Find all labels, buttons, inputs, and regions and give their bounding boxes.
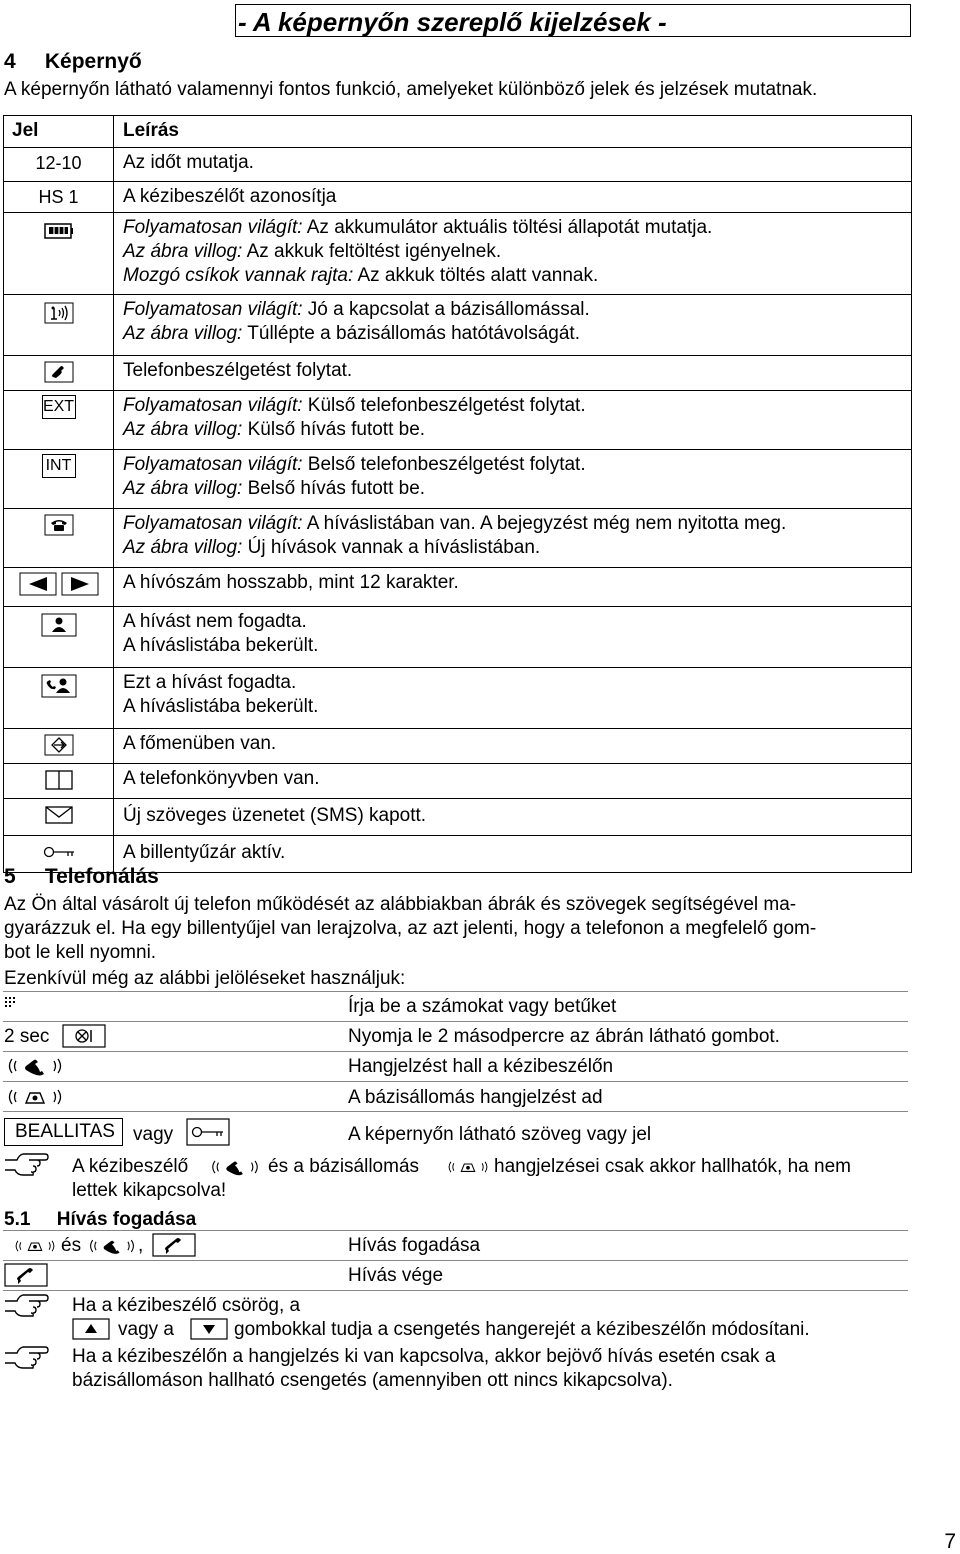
phone-icon xyxy=(44,514,74,536)
desc-line: Az akkumulátor aktuális töltési állapotát mutatja. xyxy=(302,217,713,238)
note-3-text-b: bázisállomáson hallható csengetés (amennyiben ott nincs kikapcsolva). xyxy=(72,1370,673,1391)
note-3-text-a: Ha a kézibeszélőn a hangjelzés ki van kapcsolva, akkor bejövő hívás esetén csak a xyxy=(72,1346,776,1367)
table-row xyxy=(4,148,912,182)
section-5-para-2: Ezenkívül még az alábbi jelöléseket használjuk: xyxy=(4,968,406,989)
divider xyxy=(3,1111,908,1112)
row-desc xyxy=(114,450,912,509)
legend-keypad-text: Írja be a számokat vagy betűket xyxy=(348,996,617,1017)
table-row xyxy=(4,295,912,356)
page-number: 7 xyxy=(944,1530,956,1553)
missed-call-icon xyxy=(41,613,77,637)
desc-line: A kézibeszélőt azonosítja xyxy=(123,186,337,207)
symbol-cell xyxy=(4,450,114,509)
end-call-key-icon xyxy=(4,1263,48,1287)
header-description: Leírás xyxy=(114,116,912,148)
desc-line: A híváslistába bekerült. xyxy=(123,635,319,656)
volume-up-key-icon[interactable] xyxy=(72,1318,110,1340)
row-desc xyxy=(114,764,912,799)
symbol-cell xyxy=(4,729,114,764)
divider xyxy=(3,1260,908,1261)
ringing-base-icon xyxy=(12,1236,58,1256)
row-desc xyxy=(114,799,912,836)
menu-icon xyxy=(44,734,74,756)
symbol-cell xyxy=(4,391,114,450)
symbol-int: INT xyxy=(42,454,76,478)
page-header-banner xyxy=(235,4,911,37)
key-icon xyxy=(42,841,76,863)
row-desc xyxy=(114,182,912,213)
legend-ring-base-text: A bázisállomás hangjelzést ad xyxy=(348,1087,603,1108)
symbol-cell xyxy=(4,568,114,607)
keypad-icon xyxy=(4,996,18,1012)
desc-line: Külső telefonbeszélgetést folytat. xyxy=(302,395,586,416)
desc-label: Az ábra villog: xyxy=(123,419,243,440)
end-key-icon xyxy=(62,1024,106,1048)
divider xyxy=(3,991,908,992)
legend-ring-handset-text: Hangjelzést hall a kézibeszélőn xyxy=(348,1056,614,1077)
divider xyxy=(3,1051,908,1052)
row-desc xyxy=(114,148,912,182)
symbol-time: 12-10 xyxy=(4,148,114,182)
desc-line: Új hívások vannak a híváslistában. xyxy=(242,537,541,558)
ringing-handset-icon xyxy=(86,1236,138,1256)
desc-label: Folyamatosan világít: xyxy=(123,217,303,238)
section-5-para-line: bot le kell nyomni. xyxy=(4,942,157,963)
desc-line: A híváslistában van. A bejegyzést még nem nyitotta meg. xyxy=(302,513,787,534)
note-2-text-c: gombokkal tudja a csengetés hangerejét a kézibeszélőn módosítani. xyxy=(234,1319,810,1340)
desc-label: Az ábra villog: xyxy=(123,323,243,344)
divider xyxy=(3,1230,908,1231)
table-row xyxy=(4,668,912,729)
desc-line: A telefonkönyvben van. xyxy=(123,768,320,789)
desc-line: Új szöveges üzenetet (SMS) kapott. xyxy=(123,805,427,826)
section-5-heading: 5 Telefonálás xyxy=(4,865,159,888)
section-5-para-line: gyarázzuk el. Ha egy billentyűjel van lerajzolva, az azt jelenti, hogy a telefonon a megfelelő gom- xyxy=(4,918,817,939)
volume-down-key-icon[interactable] xyxy=(190,1318,228,1340)
desc-label: Folyamatosan világít: xyxy=(123,299,303,320)
desc-line: Külső hívás futott be. xyxy=(242,419,426,440)
desc-line: A hívószám hosszabb, mint 12 karakter. xyxy=(123,572,459,593)
key-lock-box-icon xyxy=(186,1118,230,1146)
table-row xyxy=(4,213,912,295)
desc-line: Az akkuk töltés alatt vannak. xyxy=(353,265,599,286)
talk-key-icon xyxy=(152,1233,196,1257)
note-2-text-b: vagy a xyxy=(118,1319,174,1340)
table-row xyxy=(4,799,912,836)
display-key-beallitas: BEALLITAS xyxy=(4,1118,123,1146)
table-row xyxy=(4,182,912,213)
battery-icon xyxy=(44,222,74,240)
divider xyxy=(3,1081,908,1082)
divider xyxy=(3,1290,908,1291)
desc-label: Az ábra villog: xyxy=(123,537,243,558)
ringing-handset-icon xyxy=(208,1157,262,1177)
symbol-cell xyxy=(4,607,114,668)
ringing-handset-icon xyxy=(4,1056,66,1076)
desc-label: Folyamatosan világít: xyxy=(123,454,303,475)
symbol-cell xyxy=(4,668,114,729)
desc-line: Belső hívás futott be. xyxy=(242,478,426,499)
table-row xyxy=(4,568,912,607)
handset-icon xyxy=(44,361,74,383)
desc-label: Folyamatosan világít: xyxy=(123,395,303,416)
table-row xyxy=(4,764,912,799)
ringing-base-icon xyxy=(445,1157,491,1177)
row-desc xyxy=(114,607,912,668)
answer-text: Hívás fogadása xyxy=(348,1235,481,1256)
desc-line: Jó a kapcsolat a bázisállomással. xyxy=(302,299,590,320)
section-4-intro: A képernyőn látható valamennyi fontos funkció, amelyeket különböző jelek és jelzések mutatnak. xyxy=(4,79,818,100)
symbol-cell xyxy=(4,295,114,356)
legend-vagy: vagy xyxy=(133,1124,174,1145)
pointing-hand-icon xyxy=(3,1345,49,1369)
desc-line: Az időt mutatja. xyxy=(123,152,254,173)
note-1-text-a: A kézibeszélő xyxy=(72,1156,189,1177)
arrows-icon xyxy=(19,572,99,596)
symbol-cell xyxy=(4,213,114,295)
row-desc xyxy=(114,213,912,295)
end-text: Hívás vége xyxy=(348,1265,444,1286)
table-row xyxy=(4,356,912,391)
row-desc xyxy=(114,391,912,450)
section-5-para-line: Az Ön által vásárolt új telefon működését az alábbiakban ábrák és szövegek segítségével ma- xyxy=(4,894,797,915)
phonebook-icon xyxy=(44,769,74,791)
table-row xyxy=(4,729,912,764)
row-desc xyxy=(114,568,912,607)
desc-line: A hívást nem fogadta. xyxy=(123,611,307,632)
desc-line: Ezt a hívást fogadta. xyxy=(123,672,297,693)
note-1-text-d: lettek kikapcsolva! xyxy=(72,1180,227,1201)
desc-line: Telefonbeszélgetést folytat. xyxy=(123,360,353,381)
row-desc xyxy=(114,509,912,568)
note-1-text-c: hangjelzései csak akkor hallhatók, ha nem xyxy=(494,1156,851,1177)
divider xyxy=(3,1021,908,1022)
symbol-table xyxy=(3,115,912,873)
envelope-icon xyxy=(44,804,74,826)
note-1-text-b: és a bázisállomás xyxy=(268,1156,420,1177)
desc-line: A híváslistába bekerült. xyxy=(123,696,319,717)
legend-sec-label: 2 sec xyxy=(4,1026,50,1047)
header-symbol: Jel xyxy=(4,116,114,148)
symbol-handset-id: HS 1 xyxy=(4,182,114,213)
section-4-heading: 4 Képernyő xyxy=(4,50,142,73)
row-desc xyxy=(114,668,912,729)
symbol-cell xyxy=(4,509,114,568)
desc-label: Az ábra villog: xyxy=(123,478,243,499)
legend-sec-text: Nyomja le 2 másodpercre az ábrán látható gombot. xyxy=(348,1026,780,1047)
table-row xyxy=(4,509,912,568)
desc-label: Mozgó csíkok vannak rajta: xyxy=(123,265,354,286)
row-desc xyxy=(114,836,912,873)
symbol-cell xyxy=(4,799,114,836)
table-row xyxy=(4,391,912,450)
symbol-cell xyxy=(4,764,114,799)
desc-line: Belső telefonbeszélgetést folytat. xyxy=(302,454,586,475)
desc-line: Túllépte a bázisállomás hatótávolságát. xyxy=(242,323,580,344)
page-header-title: - A képernyőn szereplő kijelzések - xyxy=(238,7,667,37)
row-desc xyxy=(114,356,912,391)
legend-display-text: A képernyőn látható szöveg vagy jel xyxy=(348,1124,652,1145)
symbol-cell xyxy=(4,356,114,391)
symbol-table-header xyxy=(4,116,912,148)
pointing-hand-icon xyxy=(3,1293,49,1317)
row-desc xyxy=(114,295,912,356)
table-row xyxy=(4,607,912,668)
ringing-base-icon xyxy=(4,1087,66,1107)
desc-line: A főmenüben van. xyxy=(123,733,277,754)
pointing-hand-icon xyxy=(3,1152,49,1176)
desc-label: Az ábra villog: xyxy=(123,241,243,262)
signal-icon xyxy=(44,302,74,324)
row-desc xyxy=(114,729,912,764)
desc-line: Az akkuk feltöltést igényelnek. xyxy=(242,241,502,262)
symbol-ext: EXT xyxy=(42,395,76,419)
note-2-text-a: Ha a kézibeszélő csörög, a xyxy=(72,1295,301,1316)
answer-comma: , xyxy=(138,1235,144,1256)
desc-label: Folyamatosan világít: xyxy=(123,513,303,534)
accepted-call-icon xyxy=(41,674,77,698)
answer-es: és xyxy=(61,1235,82,1256)
desc-line: A billentyűzár aktív. xyxy=(123,842,286,863)
table-row xyxy=(4,450,912,509)
section-5-1-heading: 5.1 Hívás fogadása xyxy=(4,1209,197,1230)
